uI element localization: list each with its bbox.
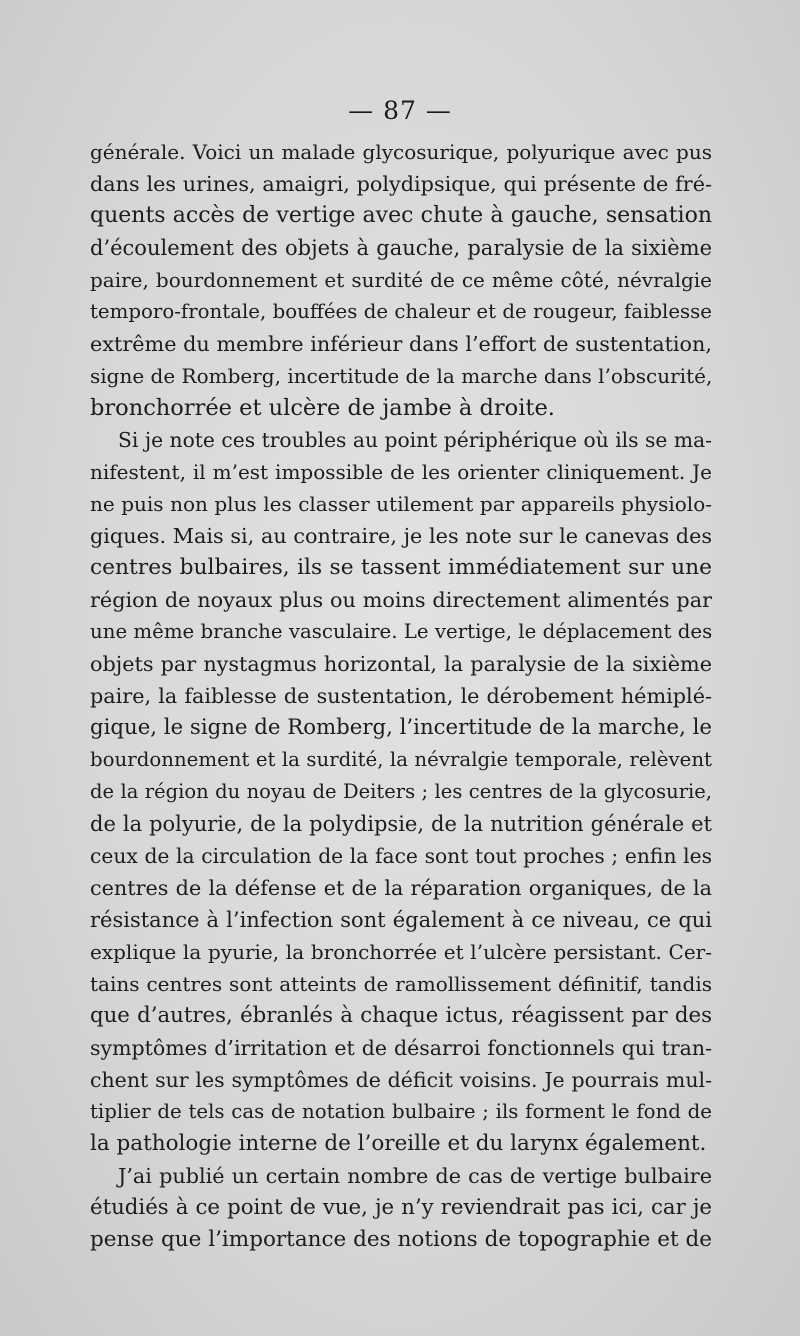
text-line: dans les urines, amaigri, polydipsique, qui présente de fré- xyxy=(90,172,712,196)
text-line: tains centres sont atteints de ramollissement définitif, tandis xyxy=(90,972,712,996)
text-line: paire, la faiblesse de sustentation, le dérobement hémiplé- xyxy=(90,684,712,708)
text-line: symptômes d’irritation et de désarroi fonctionnels qui tran- xyxy=(90,1036,712,1060)
text-line: centres bulbaires, ils se tassent immédiatement sur une xyxy=(90,555,712,580)
text-line: paire, bourdonnement et surdité de ce même côté, névralgie xyxy=(90,268,712,292)
text-line: Si je note ces troubles au point périphérique où ils se ma- xyxy=(118,428,712,452)
text-line: ceux de la circulation de la face sont tout proches ; enfin les xyxy=(90,844,712,868)
text-line: de la polyurie, de la polydipsie, de la nutrition générale et xyxy=(90,812,712,836)
text-line: la pathologie interne de l’oreille et du larynx également. xyxy=(90,1131,707,1156)
text-line: quents accès de vertige avec chute à gauche, sensation xyxy=(90,203,712,228)
body-text xyxy=(90,136,712,1256)
text-line: de la région du noyau de Deiters ; les centres de la glycosurie, xyxy=(90,780,712,803)
text-line: explique la pyurie, la bronchorrée et l’ulcère persistant. Cer- xyxy=(90,940,712,964)
text-line: étudiés à ce point de vue, je n’y reviendrait pas ici, car je xyxy=(90,1195,712,1220)
text-line: bronchorrée et ulcère de jambe à droite. xyxy=(90,395,555,421)
text-line: chent sur les symptômes de déficit voisins. Je pourrais mul- xyxy=(90,1068,712,1092)
text-line: ne puis non plus les classer utilement par appareils physiolo- xyxy=(90,492,712,516)
text-line: signe de Romberg, incertitude de la marche dans l’obscurité, xyxy=(90,364,713,388)
text-line: temporo-frontale, bouffées de chaleur et de rougeur, faiblesse xyxy=(90,300,712,323)
text-line: bourdonnement et la surdité, la névralgie temporale, relèvent xyxy=(90,748,712,771)
text-line: région de noyaux plus ou moins directement alimentés par xyxy=(90,588,712,612)
page-number: — 87 — xyxy=(348,96,452,125)
text-line: gique, le signe de Romberg, l’incertitude de la marche, le xyxy=(90,715,712,740)
text-line: extrême du membre inférieur dans l’effort de sustentation, xyxy=(90,332,712,356)
text-line: d’écoulement des objets à gauche, paralysie de la sixième xyxy=(90,236,712,260)
text-line: générale. Voici un malade glycosurique, polyurique avec pus xyxy=(90,140,712,164)
text-line: que d’autres, ébranlés à chaque ictus, réagissent par des xyxy=(90,1003,712,1028)
text-line: une même branche vasculaire. Le vertige, le déplacement des xyxy=(90,620,713,643)
text-line: giques. Mais si, au contraire, je les note sur le canevas des xyxy=(90,524,712,548)
text-line: tiplier de tels cas de notation bulbaire ; ils forment le fond de xyxy=(90,1100,712,1123)
text-line: objets par nystagmus horizontal, la paralysie de la sixième xyxy=(90,652,712,676)
text-line: résistance à l’infection sont également à ce niveau, ce qui xyxy=(90,908,712,932)
text-line: centres de la défense et de la réparation organiques, de la xyxy=(90,876,712,900)
text-line: pense que l’importance des notions de topographie et de xyxy=(90,1227,712,1252)
text-line: nifestent, il m’est impossible de les orienter cliniquement. Je xyxy=(90,460,712,484)
text-line: J’ai publié un certain nombre de cas de vertige bulbaire xyxy=(118,1164,712,1188)
